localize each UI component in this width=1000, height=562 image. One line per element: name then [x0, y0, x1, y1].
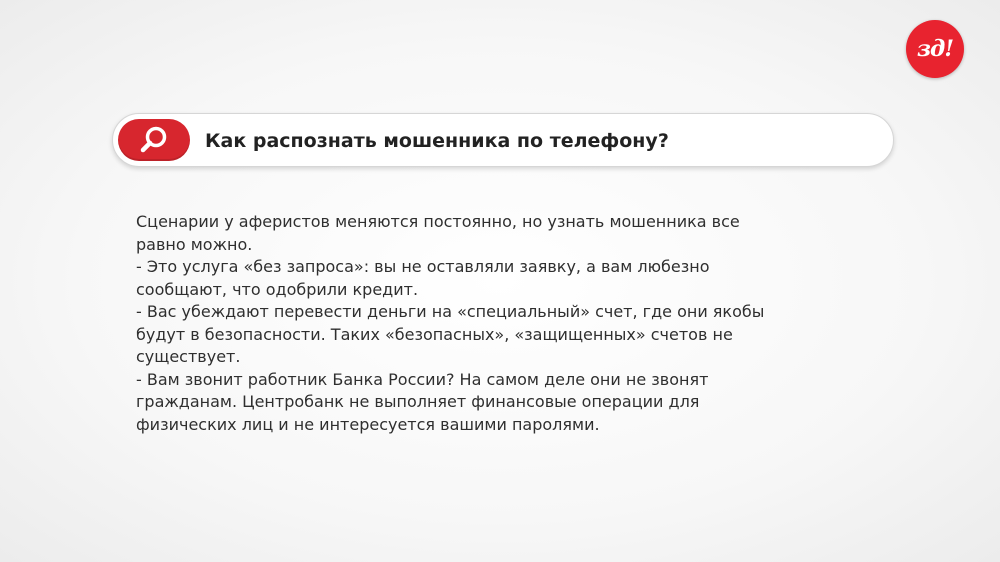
text-line: - Это услуга «без запроса»: вы не оставляли заявку, а вам любезно [136, 257, 710, 276]
text-line: физических лиц и не интересуется вашими паролями. [136, 414, 600, 434]
text-line: будут в безопасности. Таких «безопасных», «защищенных» счетов не [136, 324, 733, 344]
text-line: существует. [136, 347, 241, 366]
channel-logo [906, 20, 964, 78]
text-line: Сценарии у аферистов меняются постоянно, но узнать мошенника все [136, 212, 740, 231]
text-line: - Вас убеждают перевести деньги на «специальный» счет, где они якобы [136, 302, 765, 321]
search-button[interactable] [118, 119, 190, 161]
search-bar [112, 113, 894, 167]
channel-logo-text: зд! [917, 36, 953, 62]
search-query-title: Как распознать мошенника по телефону? [205, 130, 669, 152]
text-line: равно можно. [136, 234, 253, 254]
search-icon [137, 123, 171, 157]
text-line: сообщают, что одобрили кредит. [136, 279, 419, 299]
text-line: гражданам. Центробанк не выполняет финансовые операции для [136, 392, 700, 411]
article-text [136, 211, 856, 436]
text-line: - Вам звонит работник Банка России? На самом деле они не звонят [136, 369, 709, 389]
